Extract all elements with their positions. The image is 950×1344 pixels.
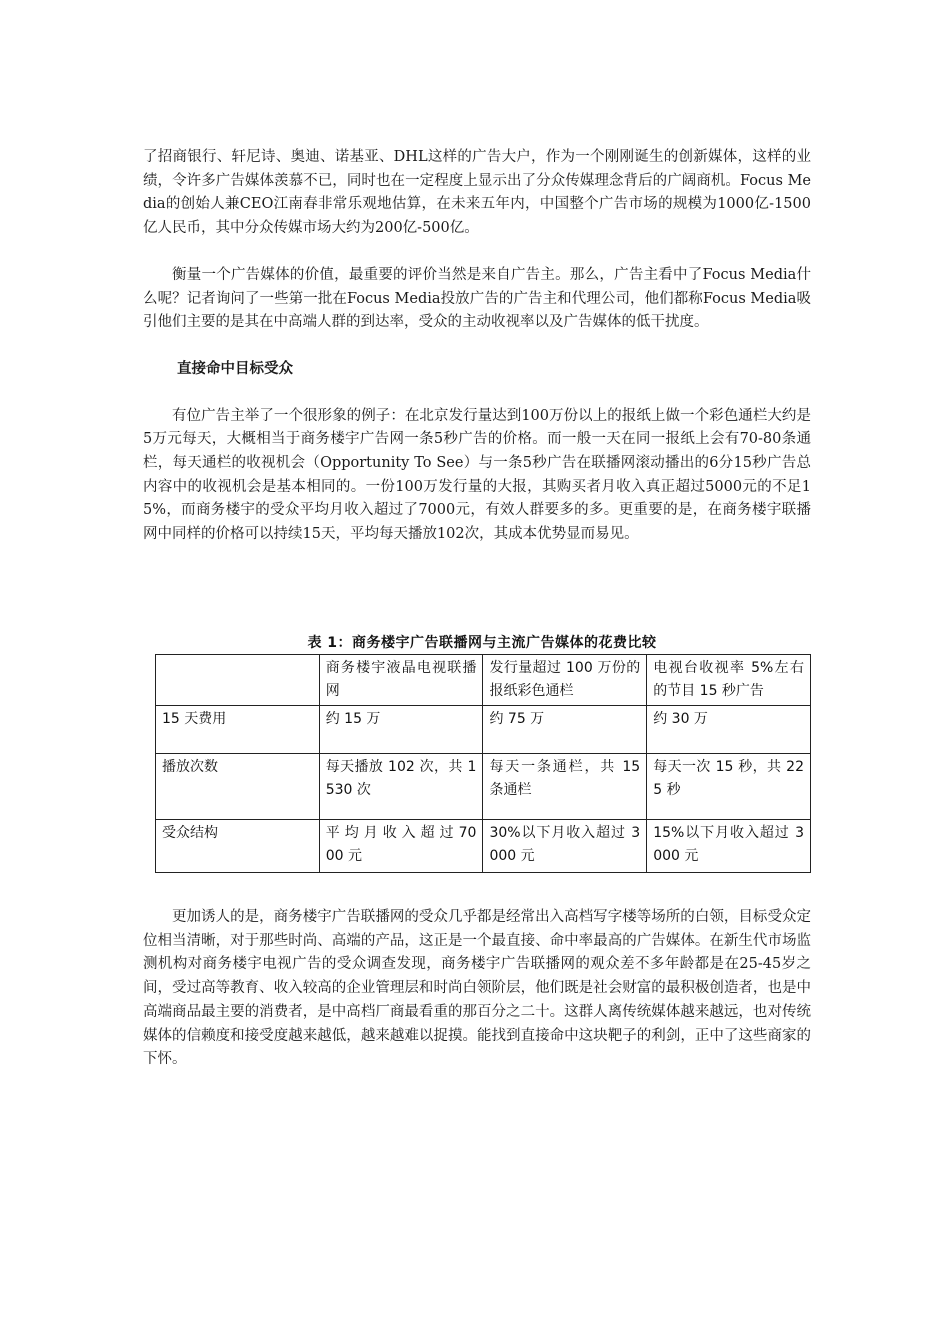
section-heading: 直接命中目标受众 (177, 360, 293, 377)
table-cell: 每天一条通栏，共 15 条通栏 (483, 754, 647, 820)
table-caption: 表 1：商务楼宇广告联播网与主流广告媒体的花费比较 (307, 635, 657, 651)
paragraph-media-value: 衡量一个广告媒体的价值，最重要的评价当然是来自广告主。那么，广告主看中了Focus Media什么呢？记者询问了一些第一批在Focus Media投放广告的广告主和代理公司，他们都称Focus Media吸引他们主要的是其在中高端人群的到达率，受众的主动收视率以及广告媒体的低干扰度。 (143, 266, 811, 331)
table-cell: 约 15 万 (319, 706, 483, 754)
table-header-cell: 商务楼宇液晶电视联播网 (319, 655, 483, 706)
table-row (156, 754, 811, 820)
table-header-cell: 电视台收视率 5%左右的节目 15 秒广告 (647, 655, 811, 706)
table-row (156, 820, 811, 873)
table-row (156, 706, 811, 754)
table-header-cell: 发行量超过 100 万份的报纸彩色通栏 (483, 655, 647, 706)
table-cell: 播放次数 (156, 754, 320, 820)
table-cell: 每天播放 102 次，共 1530 次 (319, 754, 483, 820)
table-cell: 平 均 月 收 入 超 过 7000 元 (319, 820, 483, 873)
article-body-continued (143, 906, 811, 1072)
paragraph-clients: 了招商银行、轩尼诗、奥迪、诺基亚、DHL这样的广告大户，作为一个刚刚诞生的创新媒体，这样的业绩，令许多广告媒体羡慕不已，同时也在一定程度上显示出了分众传媒理念背后的广阔商机。Focus Media的创始人兼CEO江南春非常乐观地估算，在未来五年内，中国整个广告市场的规模为1000亿-1500亿人民币，其中分众传媒市场大约为200亿-500亿。 (143, 149, 811, 237)
article-body (143, 146, 811, 547)
table-cell: 约 75 万 (483, 706, 647, 754)
table-cell: 约 30 万 (647, 706, 811, 754)
table-header-cell (156, 655, 320, 706)
paragraph-audience: 更加诱人的是，商务楼宇广告联播网的受众几乎都是经常出入高档写字楼等场所的白领，目标受众定位相当清晰，对于那些时尚、高端的产品，这正是一个最直接、命中率最高的广告媒体。在新生代市场监测机构对商务楼宇电视广告的受众调查发现，商务楼宇广告联播网的观众差不多年龄都是在25-45岁之间，受过高等教育、收入较高的企业管理层和时尚白领阶层，他们既是社会财富的最积极创造者，也是中高端商品最主要的消费者，是中高档厂商最看重的那百分之二十。这群人离传统媒体越来越远，也对传统媒体的信赖度和接受度越来越低，越来越难以捉摸。能找到直接命中这块靶子的利剑，正中了这些商家的下怀。 (143, 909, 811, 1068)
table-header-row (156, 655, 811, 706)
table-cell: 受众结构 (156, 820, 320, 873)
table-cell: 每天一次 15 秒，共 225 秒 (647, 754, 811, 820)
paragraph-example: 有位广告主举了一个很形象的例子：在北京发行量达到100万份以上的报纸上做一个彩色通栏大约是5万元每天，大概相当于商务楼宇广告网一条5秒广告的价格。而一般一天在同一报纸上会有70-80条通栏，每天通栏的收视机会（Opportunity To See）与一条5秒广告在联播网滚动播出的6分15秒广告总内容中的收视机会是基本相同的。一份100万发行量的大报，其购买者月收入真正超过5000元的不足15%，而商务楼宇的受众平均月收入超过了7000元，有效人群要多的多。更重要的是，在商务楼宇联播网中同样的价格可以持续15天，平均每天播放102次，其成本优势显而易见。 (143, 407, 811, 543)
cost-comparison-table (155, 654, 811, 873)
table-cell: 15 天费用 (156, 706, 320, 754)
table-cell: 30%以下月收入超过 3000 元 (483, 820, 647, 873)
table-cell: 15%以下月收入超过 3000 元 (647, 820, 811, 873)
cost-comparison-table-block (153, 632, 811, 873)
